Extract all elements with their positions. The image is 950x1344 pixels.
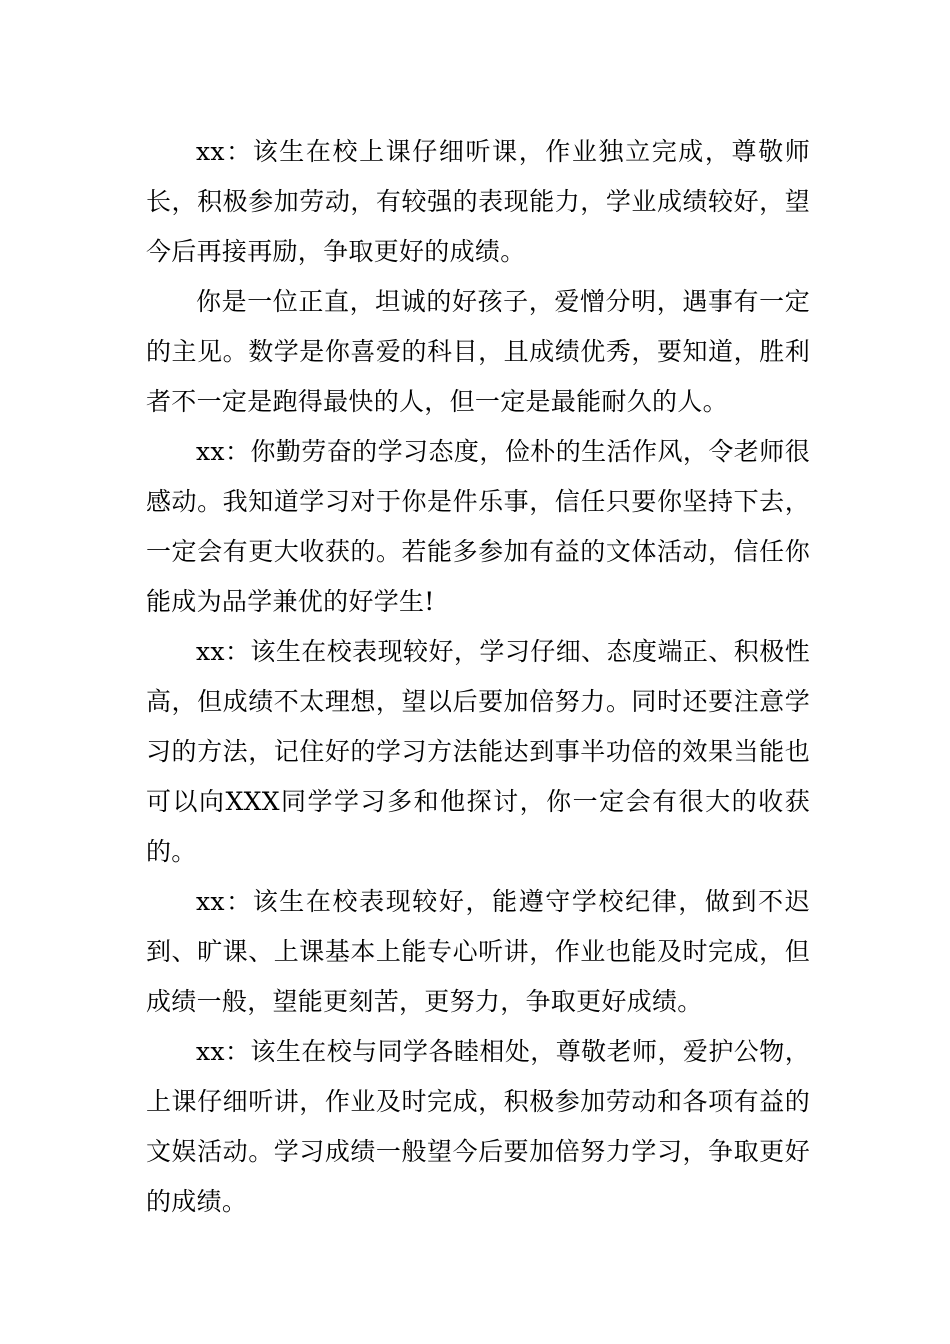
paragraph: xx：该生在校表现较好，学习仔细、态度端正、积极性高，但成绩不太理想，望以后要加倍努力。同时还要注意学习的方法，记住好的学习方法能达到事半功倍的效果当能也可以向XXX同学学习多和他探讨，你一定会有很大的收获的。 xyxy=(146,637,810,866)
paragraph: xx：该生在校上课仔细听课，作业独立完成，尊敬师长，积极参加劳动，有较强的表现能力，学业成绩较好，望今后再接再励，争取更好的成绩。 xyxy=(146,137,810,266)
paragraph: xx：你勤劳奋的学习态度，俭朴的生活作风，令老师很感动。我知道学习对于你是件乐事，信任只要你坚持下去，一定会有更大收获的。若能多参加有益的文体活动，信任你能成为品学兼优的好学生! xyxy=(146,437,810,616)
document-body xyxy=(146,127,810,1227)
paragraph: xx：该生在校表现较好，能遵守学校纪律，做到不迟到、旷课、上课基本上能专心听讲，作业也能及时完成，但成绩一般，望能更刻苦，更努力，争取更好成绩。 xyxy=(146,887,810,1016)
paragraph: 你是一位正直，坦诚的好孩子，爱憎分明，遇事有一定的主见。数学是你喜爱的科目，且成绩优秀，要知道，胜利者不一定是跑得最快的人，但一定是最能耐久的人。 xyxy=(146,287,810,416)
paragraph: xx：该生在校与同学各睦相处，尊敬老师，爱护公物，上课仔细听讲，作业及时完成，积极参加劳动和各项有益的文娱活动。学习成绩一般望今后要加倍努力学习，争取更好的成绩。 xyxy=(146,1037,810,1216)
